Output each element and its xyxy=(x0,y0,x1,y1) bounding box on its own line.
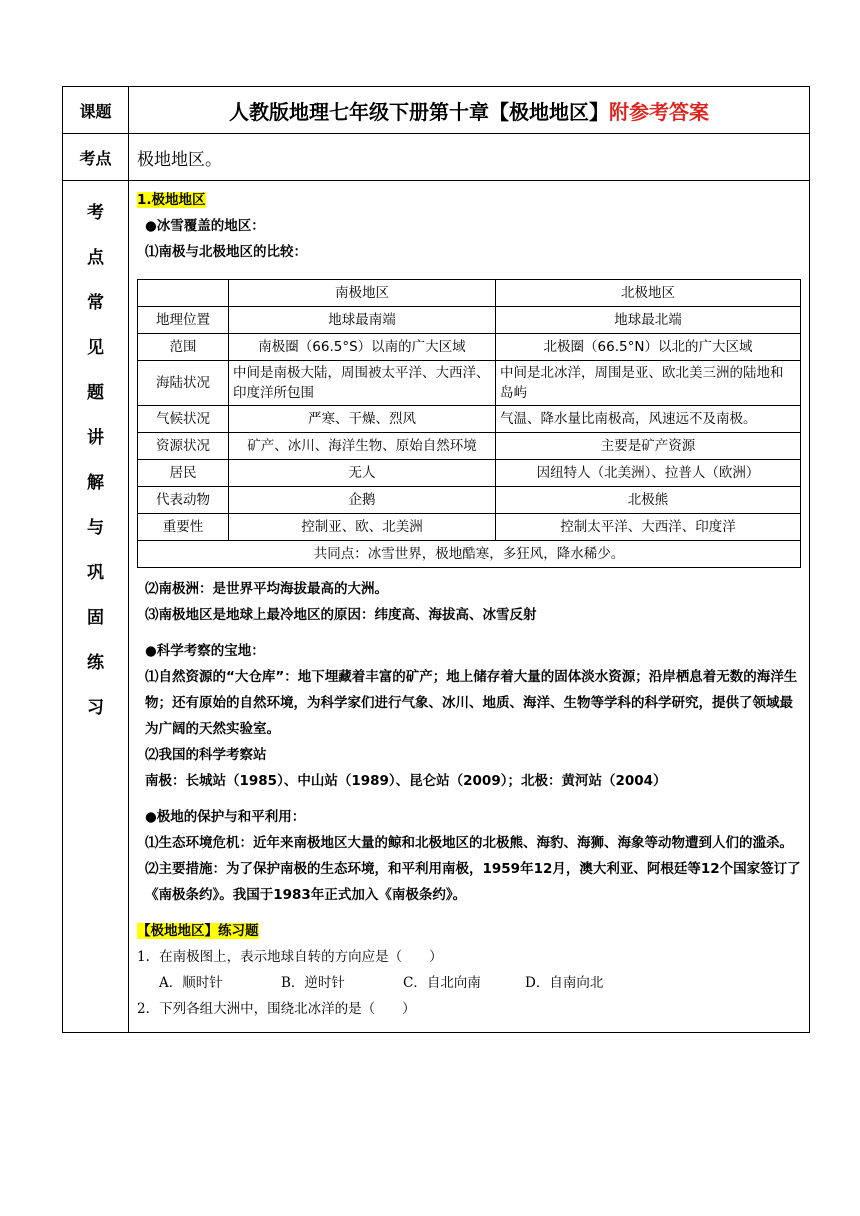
table-header-cell xyxy=(138,280,229,307)
table-cell: 资源状况 xyxy=(138,433,229,460)
side-char: 点 xyxy=(87,248,104,268)
table-row xyxy=(138,361,801,406)
table-row xyxy=(138,307,801,334)
table-cell: 严寒、干燥、烈风 xyxy=(229,406,496,433)
side-char: 习 xyxy=(87,698,104,718)
bullet-research-base: ●科学考察的宝地： xyxy=(145,643,265,659)
side-char: 解 xyxy=(87,473,104,493)
kaodian-label: 考点 xyxy=(63,134,129,181)
table-cell: 地理位置 xyxy=(138,307,229,334)
table-cell: 矿产、冰川、海洋生物、原始自然环境 xyxy=(229,433,496,460)
side-char: 巩 xyxy=(87,563,104,583)
table-footer-cell: 共同点：冰雪世界，极地酷寒，多狂风，降水稀少。 xyxy=(138,541,801,568)
point-stations-heading: ⑵我国的科学考察站 xyxy=(145,747,267,763)
question-1: 1．在南极图上，表示地球自转的方向应是（ ） xyxy=(137,949,443,965)
table-cell: 南极圈（66.5°S）以南的广大区域 xyxy=(229,334,496,361)
table-cell: 中间是南极大陆，周围被太平洋、大西洋、印度洋所包围 xyxy=(229,361,496,406)
table-cell: 气候状况 xyxy=(138,406,229,433)
option-a: A．顺时针 xyxy=(159,975,223,991)
table-cell: 重要性 xyxy=(138,514,229,541)
table-header-cell: 北极地区 xyxy=(496,280,801,307)
table-cell: 地球最南端 xyxy=(229,307,496,334)
option-c: C．自北向南 xyxy=(403,975,481,991)
question-1-options xyxy=(137,970,801,996)
page-title xyxy=(129,87,810,134)
table-header-cell: 南极地区 xyxy=(229,280,496,307)
title-main: 人教版地理七年级下册第十章【极地地区】 xyxy=(229,99,609,124)
table-cell: 北极圈（66.5°N）以北的广大区域 xyxy=(496,334,801,361)
table-header-row xyxy=(138,280,801,307)
option-b: B．逆时针 xyxy=(281,975,345,991)
table-cell: 北极熊 xyxy=(496,487,801,514)
topic-label: 课题 xyxy=(63,87,129,134)
table-row xyxy=(138,514,801,541)
kaodian-value: 极地地区。 xyxy=(129,134,810,181)
table-footer-row xyxy=(138,541,801,568)
table-cell: 海陆状况 xyxy=(138,361,229,406)
table-cell: 控制亚、欧、北美洲 xyxy=(229,514,496,541)
option-d: D．自南向北 xyxy=(525,975,604,991)
table-cell: 主要是矿产资源 xyxy=(496,433,801,460)
table-cell: 气温、降水量比南极高，风速远不及南极。 xyxy=(496,406,801,433)
point-stations: 南极：长城站（1985）、中山站（1989）、昆仑站（2009）；北极：黄河站（2004） xyxy=(145,773,667,789)
side-char: 与 xyxy=(87,518,104,538)
comparison-table xyxy=(137,279,801,568)
side-char: 考 xyxy=(87,203,104,223)
table-cell: 范围 xyxy=(138,334,229,361)
table-cell: 无人 xyxy=(229,460,496,487)
side-char: 见 xyxy=(87,338,104,358)
table-row xyxy=(138,433,801,460)
point-coldest-reason: ⑶南极地区是地球上最冷地区的原因：纬度高、海拔高、冰雪反射 xyxy=(145,607,537,623)
side-char: 固 xyxy=(87,608,104,628)
compare-subheading: ⑴南极与北极地区的比较： xyxy=(145,244,307,260)
table-cell: 居民 xyxy=(138,460,229,487)
table-cell: 企鹅 xyxy=(229,487,496,514)
table-cell: 地球最北端 xyxy=(496,307,801,334)
table-cell: 控制太平洋、大西洋、印度洋 xyxy=(496,514,801,541)
point-eco-crisis: ⑴生态环境危机：近年来南极地区大量的鲸和北极地区的北极熊、海豹、海狮、海象等动物遭到人们的滥杀。 xyxy=(145,835,793,851)
side-char: 讲 xyxy=(87,428,104,448)
side-label xyxy=(63,181,129,1033)
side-char: 题 xyxy=(87,383,104,403)
table-row xyxy=(138,487,801,514)
content-area xyxy=(129,181,810,1033)
section-heading: 1.极地地区 xyxy=(137,192,206,208)
table-cell: 代表动物 xyxy=(138,487,229,514)
side-char: 常 xyxy=(87,293,104,313)
point-antarctica-altitude: ⑵南极洲：是世界平均海拔最高的大洲。 xyxy=(145,581,388,597)
exercise-heading: 【极地地区】练习题 xyxy=(137,923,259,939)
table-cell: 因纽特人（北美洲）、拉普人（欧洲） xyxy=(496,460,801,487)
point-measures: ⑵主要措施：为了保护南极的生态环境，和平利用南极，1959年12月，澳大利亚、阿根廷等12个国家签订了《南极条约》。我国于1983年正式加入《南极条约》。 xyxy=(145,861,801,903)
worksheet-table xyxy=(62,86,810,1033)
question-2: 2．下列各组大洲中，围绕北冰洋的是（ ） xyxy=(137,1001,416,1017)
point-resources: ⑴自然资源的“大仓库”：地下埋藏着丰富的矿产；地上储存着大量的固体淡水资源；沿岸栖息着无数的海洋生物；还有原始的自然环境，为科学家们进行气象、冰川、地质、海洋、生物等学科的科学研究，提供了领域最为广阔的天然实验室。 xyxy=(145,669,798,737)
table-row xyxy=(138,334,801,361)
table-row xyxy=(138,406,801,433)
title-answer-note: 附参考答案 xyxy=(609,99,709,124)
table-row xyxy=(138,460,801,487)
table-cell: 中间是北冰洋，周围是亚、欧北美三洲的陆地和岛屿 xyxy=(496,361,801,406)
bullet-protection: ●极地的保护与和平利用： xyxy=(145,809,306,825)
bullet-ice-covered: ●冰雪覆盖的地区： xyxy=(145,218,265,234)
side-char: 练 xyxy=(87,653,104,673)
